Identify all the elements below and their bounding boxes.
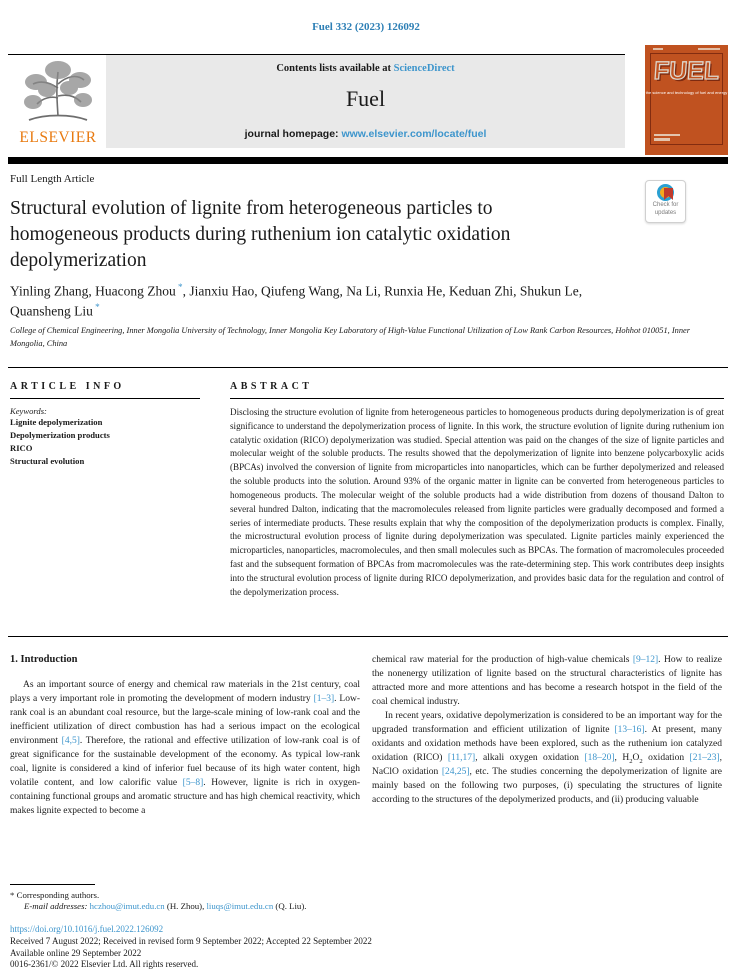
crossmark-icon [657, 184, 674, 201]
inline-link[interactable]: * [175, 282, 183, 292]
keyword: Lignite depolymerization [10, 417, 103, 427]
divider [230, 398, 724, 399]
affiliation: College of Chemical Engineering, Inner Mongolia University of Technology, Inner Mongolia Key Laboratory of High-Value Functional Utilization of Low Rank Carbon Resources, Hohhot 010051, Inner Mongolia, China [10, 326, 691, 348]
journal-homepage-link[interactable]: www.elsevier.com/locate/fuel [341, 128, 487, 140]
article-title: Structural evolution of lignite from heterogeneous particles to homogeneous products during ruthenium ion catalytic oxidation depolymerization [10, 198, 511, 271]
cover-top-text-bars [653, 48, 720, 50]
keyword: Depolymerization products [10, 429, 110, 440]
keyword: Structural evolution [10, 455, 85, 466]
abstract-section [230, 381, 724, 599]
body-column-left [10, 654, 360, 819]
journal-header-box [106, 55, 625, 148]
elsevier-tree-icon [10, 58, 106, 128]
section-heading-introduction: 1. Introduction [10, 654, 78, 665]
inline-link[interactable]: [5–8] [182, 777, 204, 788]
cover-tagline: the science and technology of fuel and energy [645, 90, 728, 95]
intro-paragraph: chemical raw material for the production of high-value chemicals [9–12]. How to realize the nonenergy utilization of lignite based on the structural characteristics of lignite has attracted more and more attentions and has become a research hotspot in the field of the coal chemical industry. [372, 655, 722, 707]
abstract-heading: ABSTRACT [230, 381, 313, 392]
footnote-divider [10, 884, 95, 885]
article-info-heading: ARTICLE INFO [10, 381, 125, 392]
elsevier-logo [10, 58, 106, 148]
homepage-line: journal homepage: www.elsevier.com/locate/fuel [244, 128, 487, 140]
issn-copyright: 0016-2361/© 2022 Elsevier Ltd. All rights reserved. [10, 959, 199, 969]
inline-link[interactable]: hczhou@imut.edu.cn [89, 901, 165, 911]
journal-cover-image [645, 45, 728, 155]
inline-link[interactable]: [9–12] [632, 655, 659, 665]
abstract-text: Disclosing the structure evolution of lignite from heterogeneous particles to homogeneous products during depolymerization is of great significance to understand the depolymerization process of lignite. In this work, the structure evolution of lignite during ruthenium ion catalytic oxidation (RICO) depolymerization was studied. Special attention was paid on the changes of the size of lignite particles and molecular weight of the soluble products. The results showed that the depolymerization of lignite into benzene polycarboxylic acids (BPCAs) involved the conversion of lignite from microparticles into nanoparticles, which can be further depolymerized and released the soluble products into the solution. Around 93% of the organic matter in lignite can be converted from heterogeneous particles to homogeneous products. The molecular weight of the soluble products had a wide distribution from dozens of thousand Dalton to several hundred Dalton, indicating that the macromolecules released from lignite particles were gradually decomposed and formed a series of intermediate products. These results explain that why the composition of the depolymerization products is complex. Finally, the microstructural evolution process of lignite during depolymerization was speculated. Lignite particles mainly experienced the microparticles, nanoparticles, macromolecules, and then small molecules such as BPCAs. The formation of macromolecules proceeded fast and the subsequent formation of BPCAs from macromolecules was the rate-determining step. This work contributes deep insights into the structural evolution process of lignite during RICO depolymerization, and provides basic data for the regulation and control of the depolymerization process. [230, 407, 724, 597]
journal-citation: Fuel 332 (2023) 126092 [312, 21, 420, 33]
cover-bottom-text-bars [654, 132, 680, 141]
divider [8, 636, 728, 637]
contents-line: Contents lists available at ScienceDirect [276, 63, 455, 74]
inline-link[interactable]: [1–3] [313, 693, 335, 704]
sciencedirect-link[interactable]: ScienceDirect [393, 63, 455, 74]
available-online-date: Available online 29 September 2022 [10, 947, 142, 958]
email-addresses-line: E-mail addresses: hczhou@imut.edu.cn (H. Zhou), liuqs@imut.edu.cn (Q. Liu). [24, 901, 307, 911]
divider-thick [8, 157, 728, 164]
inline-link[interactable]: [24,25] [441, 767, 470, 778]
inline-link[interactable]: liuqs@imut.edu.cn [206, 901, 274, 911]
inline-link[interactable]: [11,17] [447, 752, 476, 763]
intro-paragraph: In recent years, oxidative depolymerization is considered to be an important way for the upgraded transformation and efficient utilization of lignite [13–16]. At present, many oxidants and oxidation methods have been explored, such as the ruthenium ion catalyzed oxidation (RICO) [11,17], alkali oxygen oxidation [18–20], $H_2O_2$ oxidation [21–23], NaClO oxidation [24,25], etc. The studies concerning the depolymerization of lignite are mainly based on the following two purposes, (i) speculating the structures of lignite according to the structures of the depolymerized products, and (ii) producing valuable [372, 710, 722, 806]
divider [8, 367, 728, 368]
check-for-updates-badge[interactable]: Check for updates [645, 180, 686, 223]
inline-link[interactable]: [4,5] [61, 735, 80, 746]
cover-masthead: FUEL [652, 57, 721, 85]
article-info-section [10, 381, 200, 468]
inline-link[interactable]: [21–23] [689, 752, 720, 763]
received-dates: Received 7 August 2022; Received in revised form 9 September 2022; Accepted 22 September 2022 [10, 936, 372, 946]
inline-link[interactable]: [13–16] [614, 724, 645, 735]
corresponding-authors-note: * Corresponding authors. [10, 890, 100, 900]
body-column-right [372, 654, 722, 808]
article-type-label: Full Length Article [10, 173, 95, 185]
keyword: RICO [10, 442, 33, 453]
divider [10, 398, 200, 399]
intro-paragraph: As an important source of energy and chemical raw materials in the 21st century, coal plays a very important role in promoting the development of modern industry [1–3]. Low-rank coal is an abundant coal resource, but the large-scale mining of low-rank coal and the inefficient utilization of direct combustion has had a serious impact on the ecological environment [4,5]. Therefore, the rational and effective utilization of low-rank coal is of great significance for the sustainable development of the economy. As typical low-rank coal, lignite is considered a kind of inferior fuel because of its high water content, high volatile content, and low calorific value [5–8]. However, lignite is rich in oxygen-containing functional groups and aromatic structure and has high chemical reactivity, which makes lignite expected to become a [10, 680, 361, 816]
elsevier-wordmark: ELSEVIER [19, 129, 97, 146]
keywords-label: Keywords: [10, 406, 47, 416]
author-list: Yinling Zhang, Huacong Zhou *, Jianxiu Hao, Qiufeng Wang, Na Li, Runxia He, Keduan Zhi, Shukun Le, Quansheng Liu * [10, 282, 583, 319]
inline-link[interactable]: [18–20] [584, 752, 615, 763]
journal-title: Fuel [345, 86, 386, 111]
inline-link[interactable]: * [92, 302, 100, 313]
doi-link[interactable]: https://doi.org/10.1016/j.fuel.2022.126092 [10, 924, 164, 934]
